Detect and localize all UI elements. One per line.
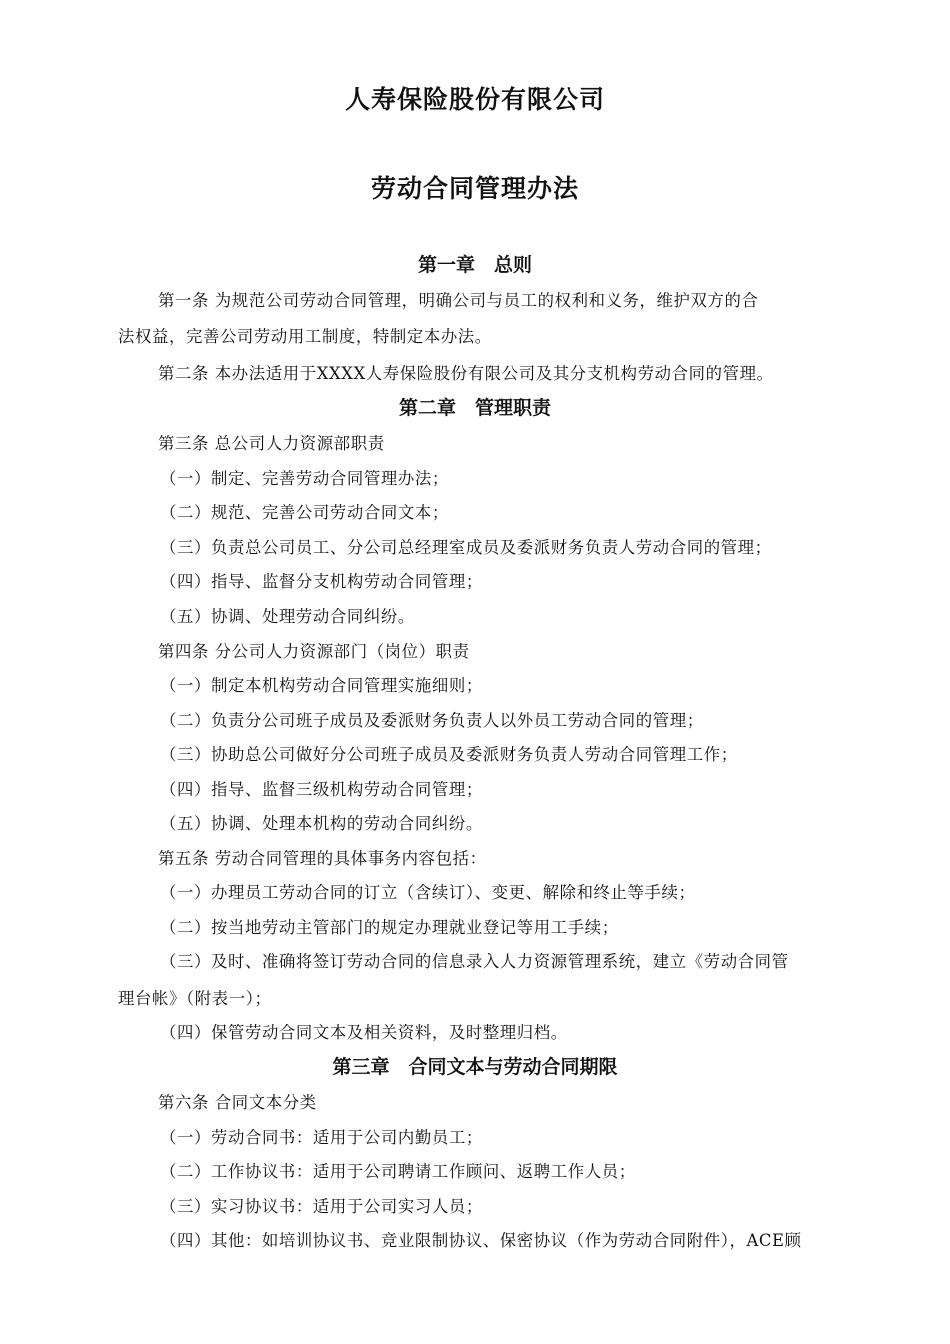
document-title: 劳动合同管理办法 (370, 174, 579, 203)
article-3-item-5: （五）协调、处理劳动合同纠纷。 (160, 607, 415, 626)
article-4-item-4: （四）指导、监督三级机构劳动合同管理； (160, 780, 483, 799)
article-4-item-5: （五）协调、处理本机构的劳动合同纠纷。 (160, 814, 483, 833)
chapter-heading-1: 第一章 总则 (417, 254, 532, 276)
article-6-item-1: （一）劳动合同书：适用于公司内勤员工； (160, 1128, 483, 1147)
article-3: 第三条 总公司人力资源部职责 (158, 434, 385, 453)
article-3-item-2: （二）规范、完善公司劳动合同文本； (160, 503, 449, 522)
article-3-item-4: （四）指导、监督分支机构劳动合同管理； (160, 572, 483, 591)
article-4: 第四条 分公司人力资源部门（岗位）职责 (158, 642, 470, 661)
article-6-item-2: （二）工作协议书：适用于公司聘请工作顾问、返聘工作人员； (160, 1162, 636, 1181)
article-5-item-3-line-2: 理台帐》（附表一）； (118, 989, 272, 1008)
company-title: 人寿保险股份有限公司 (344, 85, 605, 114)
article-5: 第五条 劳动合同管理的具体事务内容包括： (158, 849, 487, 868)
article-4-item-1: （一）制定本机构劳动合同管理实施细则； (160, 676, 483, 695)
article-3-item-3: （三）负责总公司员工、分公司总经理室成员及委派财务负责人劳动合同的管理； (160, 538, 772, 557)
chapter-heading-3: 第三章 合同文本与劳动合同期限 (332, 1056, 618, 1078)
article-6: 第六条 合同文本分类 (158, 1093, 317, 1112)
article-2: 第二条 本办法适用于XXXX人寿保险股份有限公司及其分支机构劳动合同的管理。 (158, 364, 774, 383)
article-5-item-2: （二）按当地劳动主管部门的规定办理就业登记等用工手续； (160, 918, 619, 937)
article-5-item-3-line-1: （三）及时、准确将签订劳动合同的信息录入人力资源管理系统，建立《劳动合同管 (160, 952, 789, 971)
chapter-heading-2: 第二章 管理职责 (398, 397, 551, 419)
article-3-item-1: （一）制定、完善劳动合同管理办法； (160, 469, 449, 488)
article-5-item-4: （四）保管劳动合同文本及相关资料，及时整理归档。 (160, 1023, 568, 1042)
article-6-item-4: （四）其他：如培训协议书、竞业限制协议、保密协议（作为劳动合同附件），ACE顾 (160, 1231, 802, 1250)
article-6-item-3: （三）实习协议书：适用于公司实习人员； (160, 1197, 483, 1216)
article-1-line-1: 第一条 为规范公司劳动合同管理，明确公司与员工的权利和义务，维护双方的合 (158, 291, 759, 310)
article-5-item-1: （一）办理员工劳动合同的订立（含续订）、变更、解除和终止等手续； (160, 883, 696, 902)
article-4-item-3: （三）协助总公司做好分公司班子成员及委派财务负责人劳动合同管理工作； (160, 745, 738, 764)
article-4-item-2: （二）负责分公司班子成员及委派财务负责人以外员工劳动合同的管理； (160, 711, 704, 730)
article-1-line-2: 法权益，完善公司劳动用工制度，特制定本办法。 (118, 327, 492, 346)
